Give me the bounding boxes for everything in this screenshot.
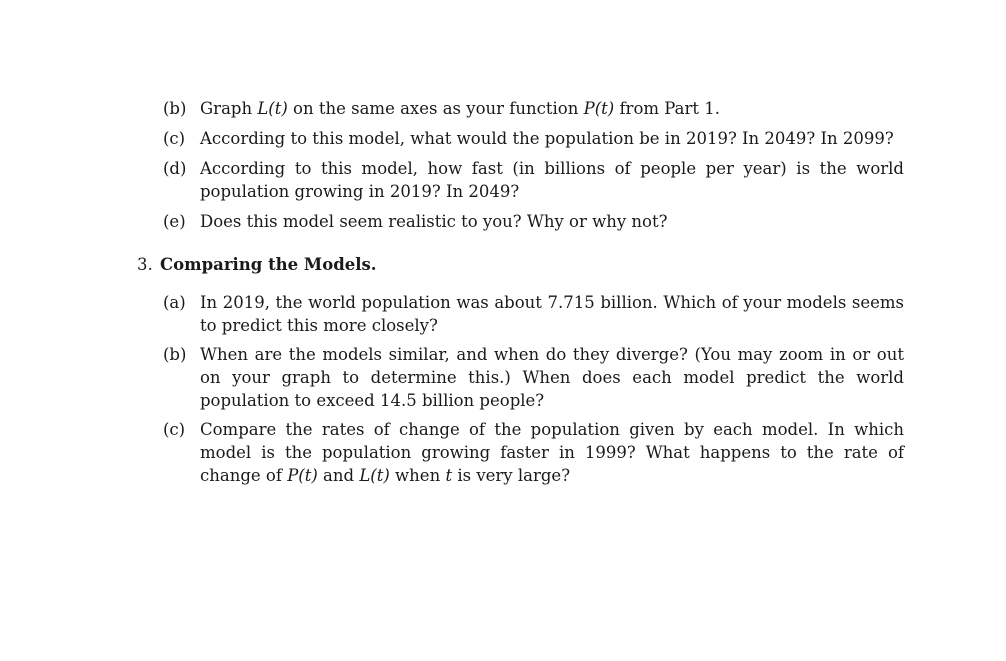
- item-text: Does this model seem realistic to you? Why or why not?: [200, 212, 668, 231]
- math-P-of-t: P(t): [287, 466, 318, 485]
- item-text: [200, 97, 904, 120]
- section-number: 3.: [137, 255, 153, 274]
- item-label: (c): [163, 129, 186, 148]
- item-label: (b): [163, 99, 187, 118]
- text-run: from Part 1.: [614, 99, 720, 118]
- text-run: and: [317, 466, 360, 485]
- section-title: Comparing the Models.: [160, 255, 377, 274]
- math-t: t: [445, 466, 453, 485]
- text-run: on the same axes as your function: [287, 99, 584, 118]
- item-label: (b): [163, 345, 187, 364]
- section-heading: [137, 253, 377, 276]
- math-L-of-t: L(t): [257, 99, 288, 118]
- item-text: [200, 418, 904, 487]
- part2-item-c: [163, 127, 923, 150]
- text-run: Graph: [200, 99, 258, 118]
- math-P-of-t: P(t): [583, 99, 615, 118]
- part2-item-d: [163, 157, 923, 203]
- item-text: According to this model, how fast (in billions of people per year) is the world population growing in 2019? In 2049?: [200, 159, 904, 201]
- item-label: (e): [163, 212, 186, 231]
- item-text: According to this model, what would the population be in 2019? In 2049? In 2099?: [200, 129, 894, 148]
- item-label: (a): [163, 293, 186, 312]
- math-L-of-t: L(t): [359, 466, 390, 485]
- part3-item-c: [163, 418, 923, 487]
- part3-item-b: [163, 343, 923, 412]
- item-label: (d): [163, 159, 187, 178]
- text-run: when: [389, 466, 446, 485]
- text-run: Compare the rates of change of the population given by each model. In which model is the population growing faster in 1999? What happens to the rate of change of: [200, 420, 904, 485]
- text-run: is very large?: [452, 466, 571, 485]
- part3-item-a: [163, 291, 923, 337]
- part2-item-b: [163, 97, 923, 120]
- item-text: In 2019, the world population was about 7.715 billion. Which of your models seems to predict this more closely?: [200, 293, 904, 335]
- part2-item-e: [163, 210, 923, 233]
- item-text: When are the models similar, and when do they diverge? (You may zoom in or out on your graph to determine this.) When does each model predict the world population to exceed 14.5 billion people?: [200, 345, 904, 410]
- item-label: (c): [163, 420, 186, 439]
